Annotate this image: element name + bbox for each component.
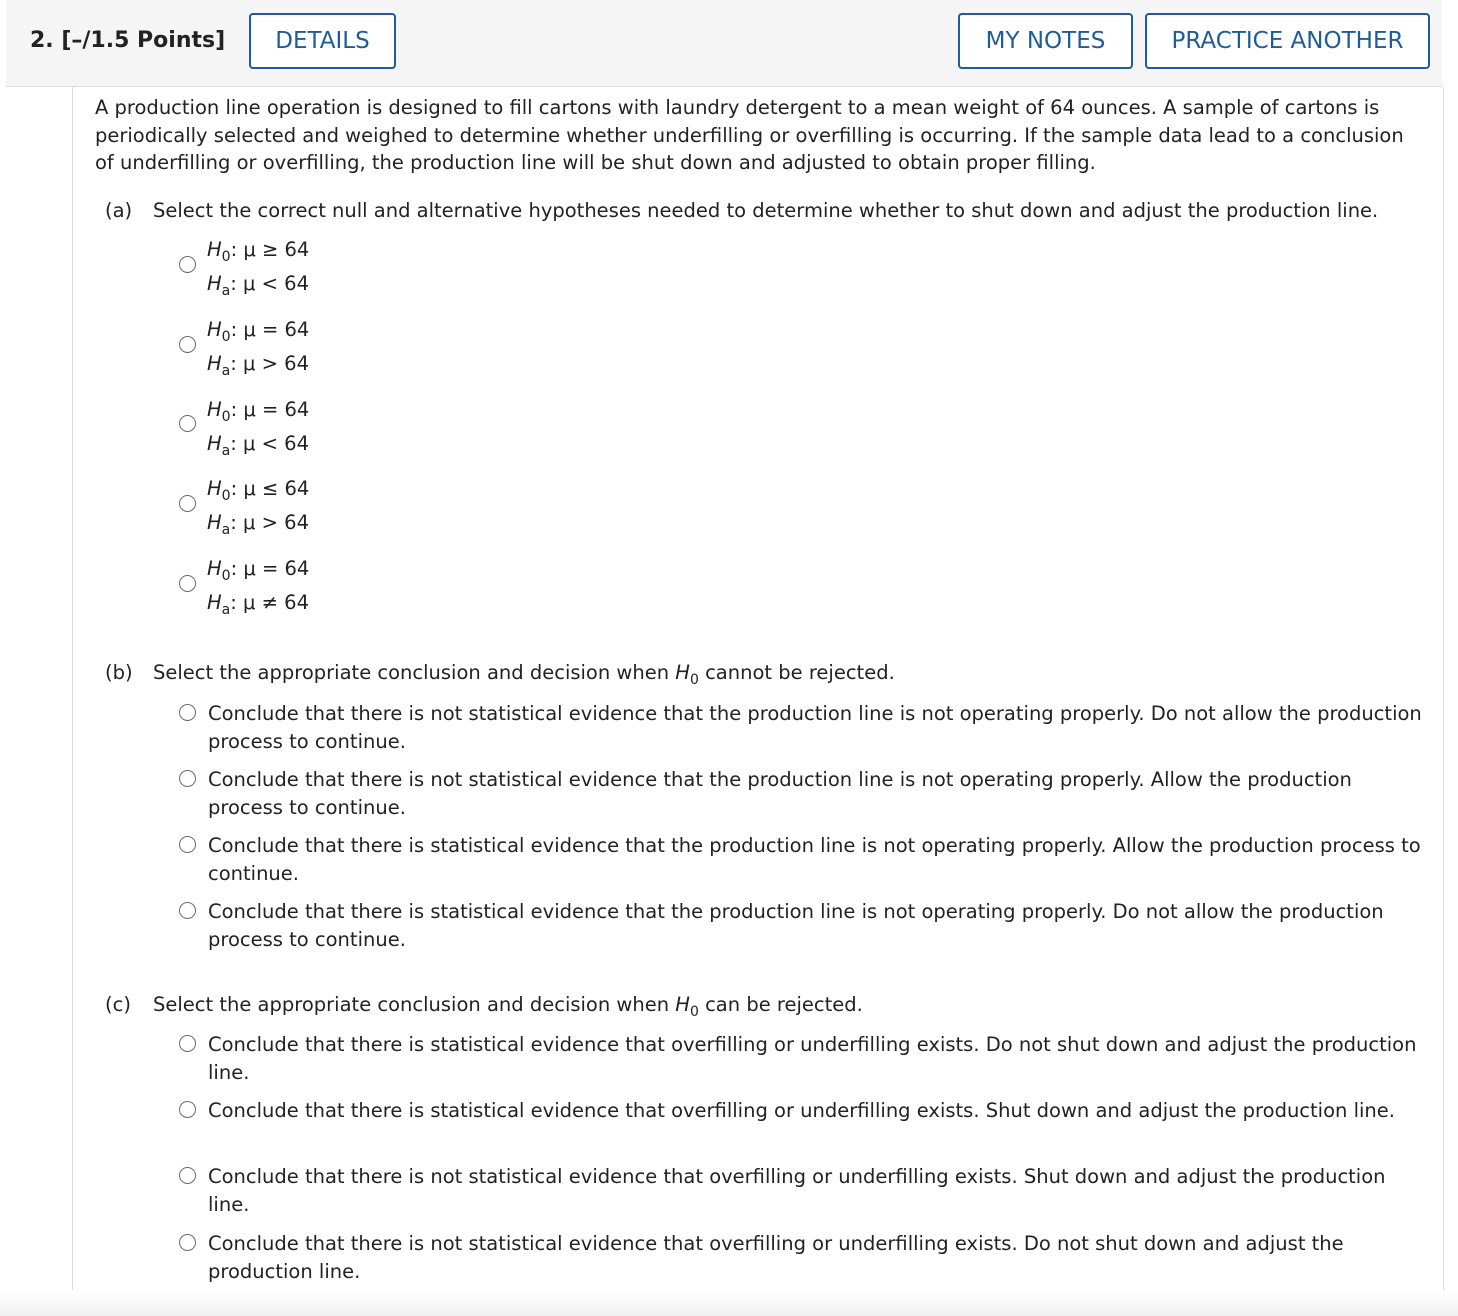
part-a-option-5-null: $H_0$: μ = 64 [207, 557, 310, 584]
part-a-option-1-null: $H_0$: μ ≥ 64 [207, 238, 310, 265]
part-b-question: Select the appropriate conclusion and decision when $H_0$ cannot be rejected. [153, 661, 895, 688]
part-b-option-1-radio[interactable] [179, 704, 196, 721]
details-button[interactable]: DETAILS [249, 13, 396, 69]
question-number-points: 2. [–/1.5 Points] [30, 28, 226, 53]
bottom-fade [0, 1290, 1458, 1316]
part-a-option-5-radio[interactable] [179, 575, 196, 592]
part-a-option-3-null: $H_0$: μ = 64 [207, 398, 310, 425]
part-c-option-3-radio[interactable] [179, 1167, 196, 1184]
part-a-option-4-null: $H_0$: μ ≤ 64 [207, 477, 310, 504]
part-b-option-4-text: Conclude that there is statistical evidence that the production line is not operating properly. Do not allow the production process to continue. [208, 900, 1384, 951]
part-c-option-2-text: Conclude that there is statistical evidence that overfilling or underfilling exists. Shut down and adjust the production line. [208, 1099, 1395, 1122]
part-a-option-1-radio[interactable] [179, 256, 196, 273]
part-b-option-2-text: Conclude that there is not statistical evidence that the production line is not operating properly. Allow the production process to continue. [208, 768, 1352, 819]
part-a-option-5-alt: $H_a$: μ ≠ 64 [207, 591, 309, 618]
part-c-label: (c) [105, 993, 131, 1016]
part-a-option-2-null: $H_0$: μ = 64 [207, 318, 310, 345]
part-c-option-4-radio[interactable] [179, 1234, 196, 1251]
part-c-option-4-text: Conclude that there is not statistical evidence that overfilling or underfilling exists. Do not shut down and adjust the production line. [208, 1232, 1344, 1283]
part-a-question: Select the correct null and alternative hypotheses needed to determine whether to shut down and adjust the production line. [153, 199, 1379, 222]
part-b-option-1-text: Conclude that there is not statistical evidence that the production line is not operating properly. Do not allow the production process to continue. [208, 702, 1422, 753]
part-b-option-4-radio[interactable] [179, 902, 196, 919]
part-a-label: (a) [105, 199, 133, 222]
question-header [6, 0, 1442, 87]
part-b-label: (b) [105, 661, 133, 684]
part-a-option-1-alt: $H_a$: μ < 64 [207, 272, 309, 299]
part-b-option-3-radio[interactable] [179, 836, 196, 853]
part-c-option-3-text: Conclude that there is not statistical evidence that overfilling or underfilling exists. Shut down and adjust the production line. [208, 1165, 1386, 1216]
part-c-option-1-radio[interactable] [179, 1035, 196, 1052]
part-a-option-4-alt: $H_a$: μ > 64 [207, 511, 309, 538]
part-a-option-4-radio[interactable] [179, 495, 196, 512]
part-b-option-3-text: Conclude that there is statistical evidence that the production line is not operating properly. Allow the production process to continue. [208, 834, 1421, 885]
my-notes-button[interactable]: MY NOTES [958, 13, 1133, 69]
part-a-option-2-radio[interactable] [179, 336, 196, 353]
part-c-option-1-text: Conclude that there is statistical evidence that overfilling or underfilling exists. Do not shut down and adjust the production line. [208, 1033, 1417, 1084]
part-a-option-2-alt: $H_a$: μ > 64 [207, 352, 309, 379]
practice-another-button[interactable]: PRACTICE ANOTHER [1145, 13, 1430, 69]
problem-statement: A production line operation is designed to fill cartons with laundry detergent to a mean weight of 64 ounces. A sample of cartons is periodically selected and weighed to determine whether underfilling or overfilling is occurring. If the sample data lead to a conclusion of underfilling or overfilling, the production line will be shut down and adjusted to obtain proper filling. [95, 96, 1404, 174]
part-a-option-3-radio[interactable] [179, 415, 196, 432]
part-a-option-3-alt: $H_a$: μ < 64 [207, 432, 309, 459]
part-c-question: Select the appropriate conclusion and decision when $H_0$ can be rejected. [153, 993, 863, 1020]
part-b-option-2-radio[interactable] [179, 770, 196, 787]
part-c-option-2-radio[interactable] [179, 1101, 196, 1118]
